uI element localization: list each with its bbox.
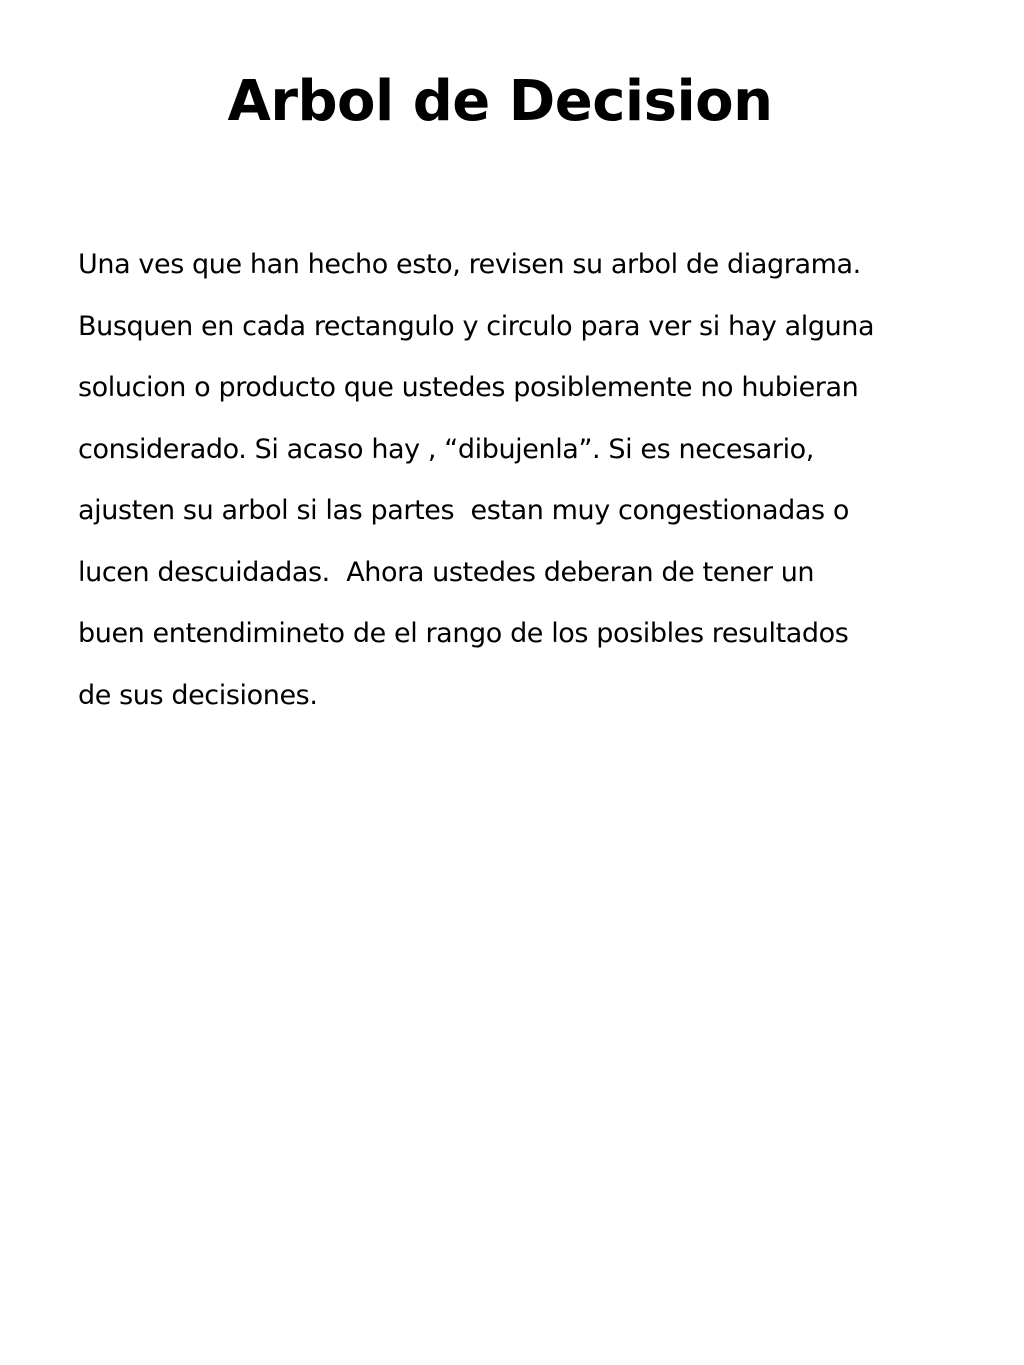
- body-line-3: solucion o producto que ustedes posiblemente no hubieran: [78, 372, 859, 403]
- body-line-7: buen entendimineto de el rango de los posibles resultados: [78, 618, 849, 649]
- body-line-5: ajusten su arbol si las partes estan muy congestionadas o: [78, 495, 850, 526]
- body-paragraph: [78, 234, 978, 726]
- body-line-6: lucen descuidadas. Ahora ustedes deberan de tener un: [78, 556, 815, 588]
- body-line-1: Una ves que han hecho esto, revisen su arbol de diagrama.: [78, 249, 861, 280]
- body-line-2: Busquen en cada rectangulo y circulo para ver si hay alguna: [78, 310, 875, 342]
- body-line-8: de sus decisiones.: [78, 679, 318, 711]
- slide-title: Arbol de Decision: [227, 69, 773, 134]
- body-line-4: considerado. Si acaso hay , “dibujenla”. Si es necesario,: [78, 433, 814, 465]
